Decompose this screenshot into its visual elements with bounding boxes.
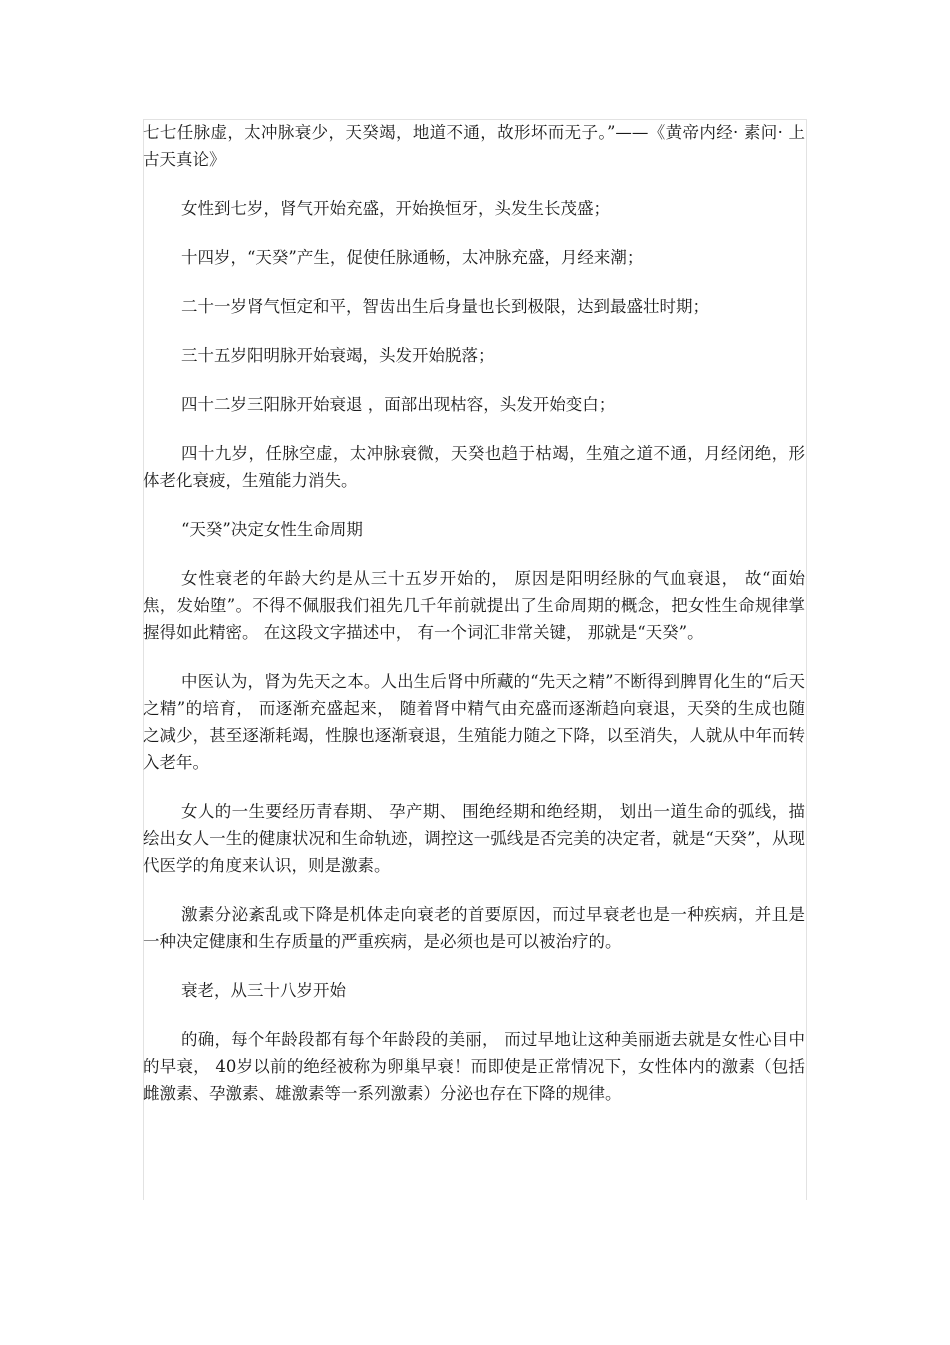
paragraph-age-35: 三十五岁阳明脉开始衰竭，头发开始脱落；: [181, 346, 495, 365]
paragraph-age-14: 十四岁，“天癸”产生，促使任脉通畅，太冲脉充盛，月经来潮；: [181, 248, 644, 267]
paragraph-age-42: 四十二岁三阳脉开始衰退 ，面部出现枯容，头发开始变白；: [181, 395, 616, 414]
paragraph-age-49: 四十九岁，任脉空虚，太冲脉衰微，天癸也趋于枯竭，生殖之道不通，月经闭绝，形体老化衰疲，生殖能力消失。: [143, 444, 805, 490]
paragraph-age-7: 女性到七岁，肾气开始充盛，开始换恒牙，头发生长茂盛；: [181, 199, 610, 218]
paragraph-hormone-disorder: 激素分泌紊乱或下降是机体走向衰老的首要原因，而过早衰老也是一种疾病，并且是一种决定健康和生存质量的严重疾病，是必须也是可以被治疗的。: [143, 905, 805, 951]
paragraph-tcm-kidney: 中医认为，肾为先天之本。人出生后肾中所藏的“先天之精”不断得到脾胃化生的“后天之精”的培育， 而逐渐充盛起来， 随着肾中精气由充盛而逐渐趋向衰退，天癸的生成也随之减少，甚至逐渐耗竭，性腺也逐渐衰退，生殖能力随之下降，以至消失，人就从中年而转入老年。: [143, 672, 805, 772]
paragraph-quote-ending: 七七任脉虚，太冲脉衰少，天癸竭，地道不通，故形坏而无子。”——《黄帝内经· 素问· 上古天真论》: [143, 123, 805, 169]
paragraph-age-21: 二十一岁肾气恒定和平，智齿出生后身量也长到极限，达到最盛壮时期；: [181, 297, 709, 316]
paragraph-life-arc: 女人的一生要经历青春期、 孕产期、 围绝经期和绝经期， 划出一道生命的弧线，描绘出女人一生的健康状况和生命轨迹，调控这一弧线是否完美的决定者，就是“天癸”，从现代医学的角度来认识，则是激素。: [143, 802, 805, 875]
section-heading-tiangui: “天癸”决定女性生命周期: [181, 520, 363, 539]
paragraph-early-aging: 的确，每个年龄段都有每个年龄段的美丽， 而过早地让这种美丽逝去就是女性心目中的早衰， 40岁以前的绝经被称为卵巢早衰！而即使是正常情况下，女性体内的激素（包括雌激素、孕激素、雄激素等一系列激素）分泌也存在下降的规律。: [143, 1030, 805, 1103]
section-heading-aging-38: 衰老，从三十八岁开始: [181, 981, 346, 1000]
document-body: [143, 119, 805, 1107]
paragraph-aging-start: 女性衰老的年龄大约是从三十五岁开始的， 原因是阳明经脉的气血衰退， 故“面始焦，发始堕”。不得不佩服我们祖先几千年前就提出了生命周期的概念，把女性生命规律掌握得如此精密。 在这段文字描述中， 有一个词汇非常关键， 那就是“天癸”。: [143, 569, 805, 642]
